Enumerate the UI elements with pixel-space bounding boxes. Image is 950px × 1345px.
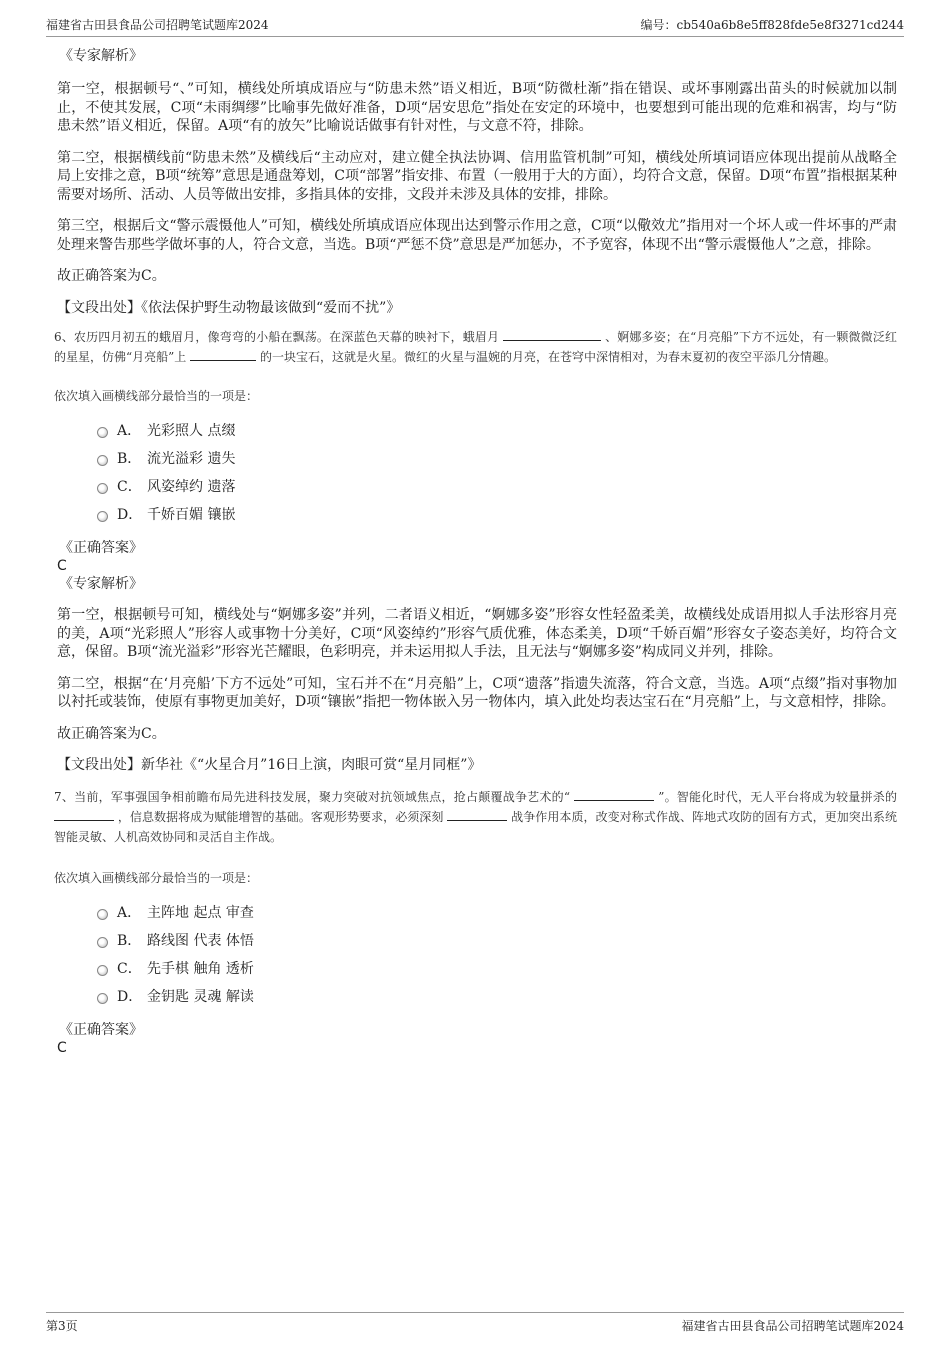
radio-button-icon[interactable] — [97, 511, 108, 522]
option-text: 风姿绰约 遗落 — [147, 479, 236, 495]
answer-blank — [503, 328, 601, 341]
option-text: 金钥匙 灵魂 解读 — [147, 988, 254, 1005]
option-list — [57, 904, 897, 1016]
conclusion: 故正确答案为C。 — [57, 268, 166, 284]
option-text: 光彩照人 点缀 — [147, 423, 236, 439]
option-b[interactable] — [57, 932, 897, 960]
option-letter: D． — [117, 507, 143, 523]
page-content — [54, 46, 897, 1056]
option-d[interactable] — [57, 988, 897, 1016]
answer-label: 《正确答案》 — [59, 540, 143, 556]
answer-blank — [574, 788, 654, 801]
option-list — [57, 422, 897, 534]
page-number: 第3页 — [46, 1319, 78, 1333]
page-footer — [46, 1312, 904, 1333]
source-citation: 【文段出处】《依法保护野生动物最该做到“爱而不扰”》 — [57, 299, 401, 316]
question-prompt: 依次填入画横线部分最恰当的一项是： — [54, 870, 259, 885]
answer-blank — [447, 808, 507, 821]
radio-button-icon[interactable] — [97, 455, 108, 466]
option-text: 流光溢彩 遗失 — [147, 451, 236, 467]
option-letter: C． — [117, 960, 142, 977]
answer-label: 《正确答案》 — [59, 1021, 143, 1038]
option-a[interactable] — [57, 904, 897, 932]
radio-button-icon[interactable] — [97, 993, 108, 1004]
correct-answer: C — [57, 1039, 67, 1056]
radio-button-icon[interactable] — [97, 483, 108, 494]
correct-answer: C — [57, 558, 67, 574]
answer-blank — [190, 348, 256, 361]
option-letter: C． — [117, 479, 142, 495]
option-b[interactable] — [57, 450, 897, 478]
option-letter: B． — [117, 932, 142, 949]
option-letter: D． — [117, 988, 143, 1005]
option-text: 主阵地 起点 审查 — [147, 904, 254, 921]
analysis-label: 《专家解析》 — [59, 48, 143, 64]
option-letter: A． — [117, 904, 142, 921]
radio-button-icon[interactable] — [97, 937, 108, 948]
conclusion: 故正确答案为C。 — [57, 725, 166, 742]
question-prompt: 依次填入画横线部分最恰当的一项是： — [54, 389, 259, 403]
answer-blank — [54, 808, 114, 821]
option-letter: A． — [117, 423, 142, 439]
radio-button-icon[interactable] — [97, 909, 108, 920]
analysis-paragraph: 第二空，根据“在‘月亮船’下方不远处”可知，宝石并不在“月亮船”上，C项“遗落”指遗失流落，符合文意，当选。A项“点缀”指对事物加以衬托或装饰，使原有事物更加美好，D项“镶嵌”指把一物体嵌入另一物体内，填入此处均表达宝石在“月亮船”上，与文意相悖，排除。 — [57, 675, 897, 710]
header-title: 福建省古田县食品公司招聘笔试题库2024 — [46, 18, 269, 32]
analysis-label: 《专家解析》 — [59, 576, 143, 592]
option-text: 千娇百媚 镶嵌 — [147, 507, 236, 523]
option-c[interactable] — [57, 960, 897, 988]
option-text: 路线图 代表 体悟 — [147, 932, 254, 949]
footer-title: 福建省古田县食品公司招聘笔试题库2024 — [681, 1319, 904, 1333]
question-7-text: 7、当前，军事强国争相前瞻布局先进科技发展，聚力突破对抗领域焦点，抢占颠覆战争艺术的“ ”。智能化时代，无人平台将成为较量拼杀的 ，信息数据将成为赋能增智的基础。客观形势要求，必须深刻 战争作用本质，改变对称式作战、阵地式攻防的固有方式，更加突出系统智能灵敏、人机高效协同和灵活自主作战。 — [54, 789, 897, 844]
header-serial: 编号：cb540a6b8e5ff828fde5e8f3271cd244 — [640, 18, 904, 32]
option-text: 先手棋 触角 透析 — [147, 960, 254, 977]
analysis-paragraph: 第一空，根据顿号可知，横线处与“婀娜多姿”并列，二者语义相近，“婀娜多姿”形容女性轻盈柔美，故横线处成语用拟人手法形容月亮的美，A项“光彩照人”形容人或事物十分美好，C项“风姿绰约”形容气质优雅，体态柔美，D项“千娇百媚”形容女子姿态美好，均符合文意，保留。B项“流光溢彩”形容光芒耀眼，色彩明亮，并未运用拟人手法，且无法与“婀娜多姿”构成同义并列，排除。 — [57, 607, 897, 660]
source-citation: 【文段出处】新华社《“火星合月”16日上演，肉眼可赏“星月同框”》 — [57, 757, 482, 773]
question-6-text: 6、农历四月初五的蛾眉月，像弯弯的小船在飘荡。在深蓝色天幕的映衬下，蛾眉月 、婀娜多姿；在“月亮船”下方不远处，有一颗微微泛红的星星，仿佛“月亮船”上 的一块宝石，这就是火星。微红的火星与温婉的月亮，在苍穹中深情相对，为春末夏初的夜空平添几分情趣。 — [54, 330, 897, 364]
page-header — [46, 14, 904, 37]
radio-button-icon[interactable] — [97, 427, 108, 438]
option-a[interactable] — [57, 422, 897, 450]
radio-button-icon[interactable] — [97, 965, 108, 976]
analysis-paragraph: 第一空，根据顿号“、”可知，横线处所填成语应与“防患未然”语义相近，B项“防微杜渐”指在错误、或坏事刚露出苗头的时候就加以制止，不使其发展，C项“未雨绸缪”比喻事先做好准备，D项“居安思危”指处在安定的环境中，也要想到可能出现的危难和祸害，均与“防患未然”语义相近，保留。A项“有的放矢”比喻说话做事有针对性，与文意不符，排除。 — [57, 81, 897, 134]
option-c[interactable] — [57, 478, 897, 506]
option-letter: B． — [117, 451, 142, 467]
analysis-paragraph: 第三空，根据后文“警示震慑他人”可知，横线处所填成语应体现出达到警示作用之意，C项“以儆效尤”指用对一个坏人或一件坏事的严肃处理来警告那些学做坏事的人，符合文意，当选。B项“严惩不贷”意思是严加惩办，不予宽容，体现不出“警示震慑他人”之意，排除。 — [57, 218, 897, 253]
option-d[interactable] — [57, 506, 897, 534]
analysis-paragraph: 第二空，根据横线前“防患未然”及横线后“主动应对，建立健全执法协调、信用监管机制”可知，横线处所填词语应体现出提前从战略全局上安排之意，B项“统筹”意思是通盘筹划，C项“部署”指安排、布置（一般用于大的方面），均符合文意，保留。D项“布置”指根据某种需要对场所、活动、人员等做出安排，多指具体的安排，文段并未涉及具体的安排，排除。 — [57, 149, 897, 203]
